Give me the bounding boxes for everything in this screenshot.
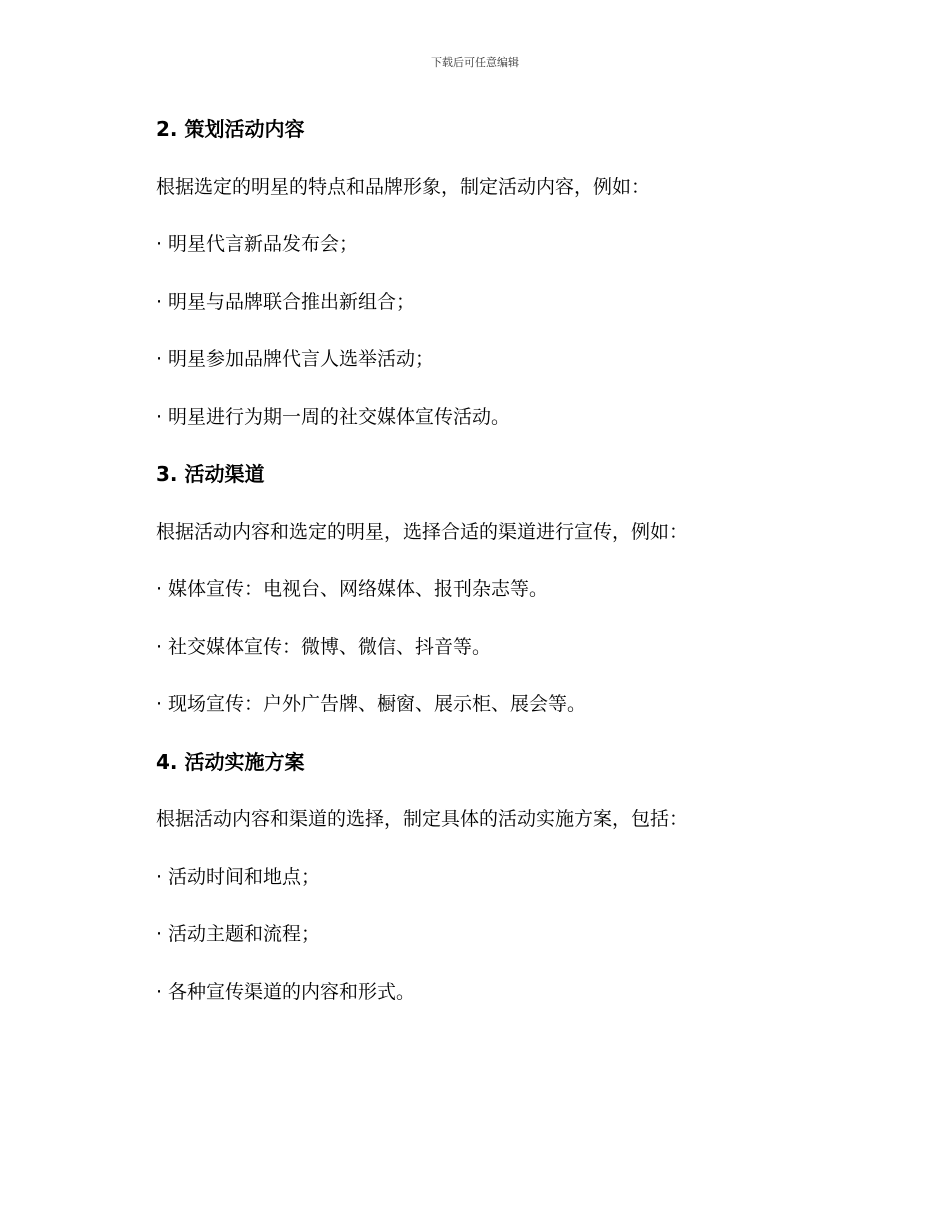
list-item xyxy=(156,918,856,976)
list-item-text: 活动主题和流程； xyxy=(168,923,321,945)
list-item xyxy=(156,228,856,286)
bullet-icon: · xyxy=(156,578,163,600)
bullet-icon: · xyxy=(156,405,163,428)
list-item xyxy=(156,343,856,401)
section-intro: 根据选定的明星的特点和品牌形象，制定活动内容，例如： xyxy=(156,175,651,198)
list-item-text: 明星进行为期一周的社交媒体宣传活动。 xyxy=(168,405,511,428)
section-2 xyxy=(156,113,856,458)
bullet-icon: · xyxy=(156,980,163,1003)
list-item xyxy=(156,573,856,631)
list-item-text: 各种宣传渠道的内容和形式。 xyxy=(168,980,416,1003)
document-body xyxy=(156,113,856,1033)
list-item-text: 明星参加品牌代言人选举活动； xyxy=(168,348,435,370)
list-item-text: 活动时间和地点； xyxy=(168,865,321,888)
section-heading: 3. 活动渠道 xyxy=(156,462,265,486)
bullet-icon: · xyxy=(156,865,163,888)
page-header: 下载后可任意编辑 xyxy=(431,56,519,69)
list-item-text: 明星与品牌联合推出新组合； xyxy=(168,290,416,313)
section-intro: 根据活动内容和渠道的选择，制定具体的活动实施方案，包括： xyxy=(156,808,689,830)
list-item xyxy=(156,286,856,344)
section-intro: 根据活动内容和选定的明星，选择合适的渠道进行宣传，例如： xyxy=(156,520,689,543)
list-item-text: 明星代言新品发布会； xyxy=(168,233,359,255)
bullet-icon: · xyxy=(156,233,163,255)
section-3 xyxy=(156,458,856,746)
list-item-text: 媒体宣传：电视台、网络媒体、报刊杂志等。 xyxy=(168,578,549,600)
section-heading: 2. 策划活动内容 xyxy=(156,117,305,141)
list-item-text: 社交媒体宣传：微博、微信、抖音等。 xyxy=(168,635,492,658)
bullet-icon: · xyxy=(156,635,163,658)
list-item xyxy=(156,976,856,1034)
list-item xyxy=(156,631,856,689)
bullet-icon: · xyxy=(156,923,163,945)
bullet-icon: · xyxy=(156,348,163,370)
list-item xyxy=(156,688,856,746)
bullet-icon: · xyxy=(156,693,163,715)
list-item xyxy=(156,861,856,919)
list-item xyxy=(156,401,856,459)
list-item-text: 现场宣传：户外广告牌、橱窗、展示柜、展会等。 xyxy=(168,693,587,715)
bullet-icon: · xyxy=(156,290,163,313)
section-heading: 4. 活动实施方案 xyxy=(156,749,305,774)
section-4 xyxy=(156,746,856,1034)
